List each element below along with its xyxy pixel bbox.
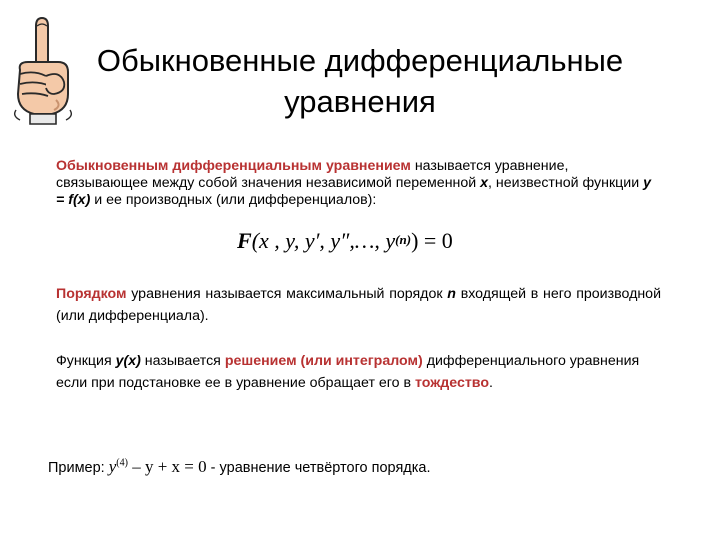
formula-args: (x , y, y′, y″,…, y (251, 228, 396, 253)
solution-text-4: . (489, 375, 493, 391)
example-line (48, 457, 431, 477)
order-var-n: n (447, 286, 456, 302)
pointing-hand-icon (6, 10, 78, 128)
slide-title (80, 40, 640, 122)
example-desc: - уравнение четвёртого порядка. (206, 460, 431, 476)
definition-paragraph (56, 158, 661, 209)
solution-term: решением (или интегралом) (224, 353, 423, 369)
example-y: y (108, 457, 117, 476)
general-formula (237, 228, 453, 257)
solution-text-1: Функция (56, 353, 116, 369)
order-text-1: уравнения называется максимальный порядок (126, 286, 448, 302)
solution-text-2: называется (140, 353, 225, 369)
formula-f: F (237, 228, 252, 253)
example-equation (109, 457, 207, 476)
formula-rhs: = 0 (418, 228, 453, 253)
order-paragraph (56, 283, 661, 327)
definition-term: Обыкновенным дифференциальным уравнением (56, 158, 411, 174)
formula-close: ) (411, 228, 419, 253)
solution-paragraph (56, 350, 661, 394)
example-label: Пример: (48, 460, 109, 476)
solution-term-2: тождество (414, 375, 490, 391)
title-line-2: уравнения (284, 84, 436, 119)
formula-power: (n) (395, 232, 412, 247)
example-power: (4) (116, 457, 128, 469)
definition-text-2: , неизвестной функции (488, 175, 644, 191)
order-text-2: входящей в него производной (или дифференциала). (56, 286, 661, 324)
solution-text-3: дифференциального уравнения если при подстановке ее в уравнение обращает его в (56, 353, 640, 391)
definition-var-x: x (480, 175, 489, 191)
definition-text-1: называется уравнение, связывающее между собой значения независимой переменной (56, 158, 569, 191)
definition-var-y: y = f(x) (56, 175, 651, 208)
example-rest: – y + x = 0 (127, 457, 207, 476)
definition-text-3: и ее производных (или дифференциалов): (90, 192, 377, 208)
title-line-1: Обыкновенные дифференциальные (96, 43, 624, 78)
order-term: Порядком (56, 286, 127, 302)
solution-var-yx: y(x) (115, 353, 141, 369)
